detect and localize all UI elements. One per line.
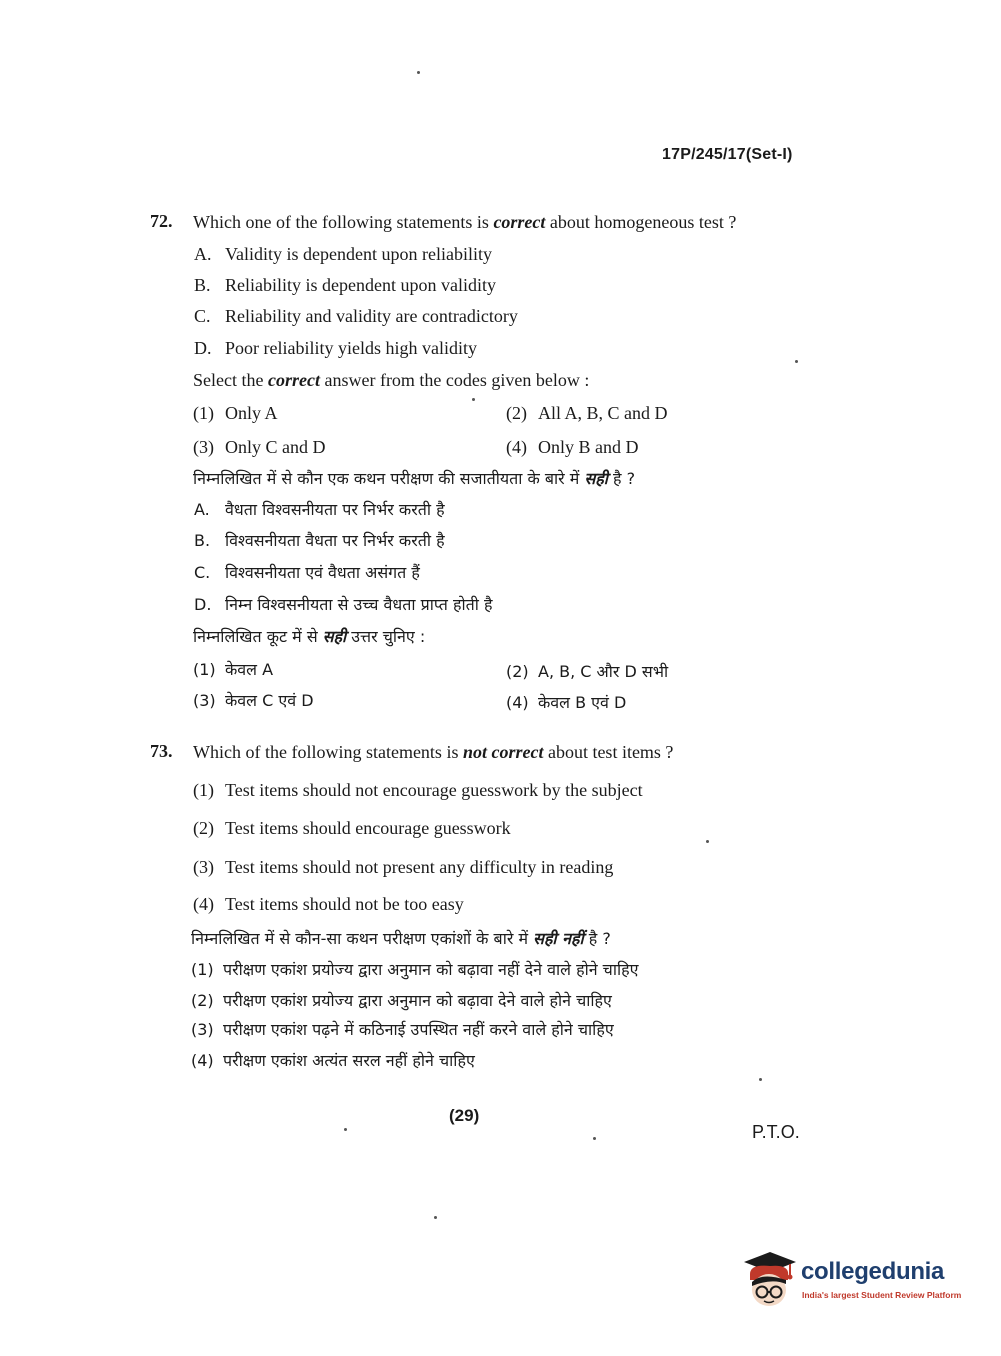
q72-statement-c [194, 305, 518, 327]
q73-english-question [193, 741, 673, 763]
q72-question-emphasis: correct [493, 212, 546, 232]
option-number: (2) [193, 818, 214, 838]
scan-speck [344, 1128, 347, 1131]
scan-speck [795, 360, 798, 363]
option-text: परीक्षण एकांश पढ़ने में कठिनाई उपस्थित नहीं करने वाले होने चाहिए [223, 1020, 614, 1039]
select-emphasis: सही [322, 627, 347, 646]
option-number: (4) [506, 693, 529, 712]
q72-hindi-question [193, 468, 635, 490]
question-number-73: 73. [150, 741, 173, 761]
hindi-question-emphasis: सही [584, 469, 608, 488]
option-text: Test items should encourage guesswork [225, 818, 511, 838]
q72-hindi-select-instruction [193, 626, 425, 648]
q72-hindi-option-1 [193, 659, 273, 681]
q73-option-3 [193, 856, 613, 878]
question-number-72: 72. [150, 211, 173, 231]
q73-option-2 [193, 817, 511, 839]
q72-hindi-statement-a [194, 499, 445, 521]
q73-question-text-end: about test items ? [543, 742, 674, 762]
option-text: A, B, C और D सभी [538, 662, 669, 681]
statement-text: निम्न विश्वसनीयता से उच्च वैधता प्राप्त होती है [225, 595, 493, 614]
option-text: Test items should not encourage guesswork by the subject [225, 780, 643, 800]
q72-option-4 [506, 436, 639, 458]
q73-question-emphasis: not correct [462, 742, 544, 762]
q72-statement-d [194, 337, 477, 359]
q72-question-text-end: about homogeneous test ? [545, 212, 737, 232]
scan-speck [593, 1137, 596, 1140]
option-number: (4) [191, 1051, 214, 1070]
option-number: (1) [191, 960, 214, 979]
graduate-mascot-icon [742, 1250, 798, 1310]
statement-text: विश्वसनीयता एवं वैधता असंगत हैं [225, 563, 420, 582]
select-text-end: answer from the codes given below : [319, 370, 590, 390]
option-text: Only A [225, 403, 278, 423]
q72-hindi-statement-d [194, 594, 493, 616]
option-text: परीक्षण एकांश प्रयोज्य द्वारा अनुमान को बढ़ावा देने वाले होने चाहिए [223, 991, 612, 1010]
statement-letter: C. [194, 306, 211, 326]
option-text: Test items should not present any difficulty in reading [225, 857, 614, 877]
q72-statement-a [194, 243, 492, 265]
scan-speck [417, 71, 420, 74]
q72-english-question [193, 211, 736, 233]
statement-text: विश्वसनीयता वैधता पर निर्भर करती है [225, 531, 445, 550]
option-number: (3) [193, 437, 214, 457]
statement-letter: A. [194, 500, 210, 519]
option-number: (4) [506, 437, 527, 457]
statement-text: Reliability and validity are contradictory [225, 306, 518, 326]
option-text: केवल B एवं D [538, 693, 627, 712]
option-text: परीक्षण एकांश अत्यंत सरल नहीं होने चाहिए [223, 1051, 475, 1070]
q73-question-text: Which of the following statements is [193, 742, 463, 762]
hindi-question-text-end: है ? [607, 469, 636, 488]
q72-option-2 [506, 402, 668, 424]
option-number: (3) [191, 1020, 214, 1039]
hindi-question-emphasis: सही नहीं [533, 929, 584, 948]
option-number: (1) [193, 780, 214, 800]
select-text: Select the [193, 370, 268, 390]
q72-statement-b [194, 274, 496, 296]
scan-speck [472, 398, 475, 401]
option-text: परीक्षण एकांश प्रयोज्य द्वारा अनुमान को बढ़ावा नहीं देने वाले होने चाहिए [223, 960, 639, 979]
q73-hindi-option-2 [191, 990, 612, 1012]
statement-letter: C. [194, 563, 211, 582]
statement-text: Poor reliability yields high validity [225, 338, 477, 358]
q72-select-instruction [193, 369, 589, 391]
statement-letter: B. [194, 275, 211, 295]
page-number: (29) [449, 1106, 480, 1125]
statement-letter: D. [194, 595, 212, 614]
scan-speck [434, 1216, 437, 1219]
q73-hindi-option-1 [191, 959, 638, 981]
brand-name: collegedunia [801, 1258, 945, 1285]
q73-option-1 [193, 779, 643, 801]
option-number: (2) [506, 662, 529, 681]
option-text: Only B and D [538, 437, 639, 457]
hindi-question-text-end: है ? [583, 929, 611, 948]
q73-hindi-question [191, 928, 611, 950]
q72-hindi-option-3 [193, 690, 314, 712]
collegedunia-watermark [742, 1250, 970, 1310]
q72-question-text: Which one of the following statements is [193, 212, 494, 232]
q72-option-1 [193, 402, 278, 424]
option-number: (1) [193, 403, 214, 423]
q72-hindi-option-4 [506, 692, 626, 714]
please-turn-over: P.T.O. [752, 1122, 800, 1142]
option-number: (2) [506, 403, 527, 423]
option-number: (3) [193, 857, 214, 877]
scan-speck [706, 840, 709, 843]
statement-text: वैधता विश्वसनीयता पर निर्भर करती है [225, 500, 445, 519]
q72-hindi-statement-c [194, 562, 420, 584]
scan-speck [759, 1078, 762, 1081]
option-text: Only C and D [225, 437, 326, 457]
option-number: (3) [193, 691, 216, 710]
option-number: (2) [191, 991, 214, 1010]
statement-text: Reliability is dependent upon validity [225, 275, 496, 295]
option-text: Test items should not be too easy [225, 894, 464, 914]
q73-hindi-option-3 [191, 1019, 614, 1041]
q72-option-3 [193, 436, 326, 458]
option-text: केवल C एवं D [225, 691, 314, 710]
statement-letter: D. [194, 338, 212, 358]
q73-option-4 [193, 893, 464, 915]
statement-letter: B. [194, 531, 211, 550]
option-number: (1) [193, 660, 216, 679]
option-text: All A, B, C and D [538, 403, 668, 423]
paper-code: 17P/245/17(Set-I) [662, 146, 793, 163]
select-text-end: उत्तर चुनिए : [346, 627, 426, 646]
hindi-question-text: निम्नलिखित में से कौन एक कथन परीक्षण की सजातीयता के बारे में [193, 469, 585, 488]
select-emphasis: correct [267, 370, 320, 390]
q73-hindi-option-4 [191, 1050, 475, 1072]
q72-hindi-statement-b [194, 530, 445, 552]
statement-letter: A. [194, 244, 212, 264]
hindi-question-text: निम्नलिखित में से कौन-सा कथन परीक्षण एकांशों के बारे में [191, 929, 534, 948]
brand-tagline: India's largest Student Review Platform [802, 1290, 962, 1300]
option-text: केवल A [225, 660, 274, 679]
select-text: निम्नलिखित कूट में से [193, 627, 323, 646]
option-number: (4) [193, 894, 214, 914]
statement-text: Validity is dependent upon reliability [225, 244, 492, 264]
q72-hindi-option-2 [506, 661, 668, 683]
